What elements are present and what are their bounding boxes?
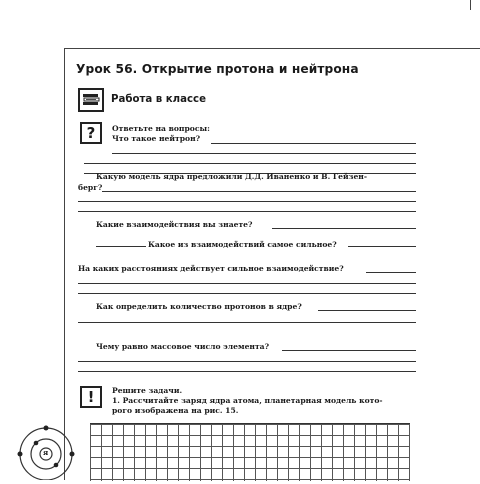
page-border-corner	[470, 0, 471, 10]
answer-line[interactable]	[78, 322, 416, 323]
answer-line[interactable]	[78, 293, 416, 294]
question-1: Что такое нейтрон?	[112, 134, 201, 143]
answer-line[interactable]	[78, 361, 416, 362]
answer-line[interactable]	[348, 246, 416, 247]
question-6: Как определить количество протонов в ядре?	[96, 302, 302, 311]
answer-grid[interactable]	[90, 423, 410, 481]
lesson-title: Урок 56. Открытие протона и нейтрона	[76, 62, 359, 76]
questions-intro: Ответьте на вопросы:	[112, 124, 210, 133]
tasks-intro: Решите задачи.	[112, 386, 183, 395]
answer-line[interactable]	[78, 371, 416, 372]
answer-line[interactable]	[366, 272, 416, 273]
question-mark-icon: ?	[80, 122, 102, 144]
page-border-left	[64, 48, 65, 480]
question-7: Чему равно массовое число элемента?	[96, 342, 270, 351]
page-border-top	[64, 48, 480, 49]
answer-line[interactable]	[78, 211, 416, 212]
nucleus-label: я	[43, 448, 49, 457]
answer-line[interactable]	[102, 191, 416, 192]
answer-line[interactable]	[112, 153, 416, 154]
answer-line[interactable]	[211, 143, 416, 144]
atom-model-figure	[14, 420, 78, 484]
worksheet-page	[76, 56, 416, 480]
answer-line[interactable]	[96, 246, 146, 247]
question-5: На каких расстояниях действует сильное взаимодействие?	[78, 264, 344, 273]
question-4: Какое из взаимодействий самое сильное?	[148, 240, 337, 249]
question-3: Какие взаимодействия вы знаете?	[96, 220, 253, 229]
exclamation-mark-icon: !	[80, 386, 102, 408]
task-1-line-1: 1. Рассчитайте заряд ядра атома, планетарная модель кото-	[112, 396, 383, 405]
answer-line[interactable]	[84, 163, 416, 164]
question-2-line-1: Какую модель ядра предложили Д.Д. Иваненко и В. Гейзен-	[96, 172, 367, 181]
answer-line[interactable]	[78, 283, 416, 284]
section-title: Работа в классе	[111, 94, 207, 105]
task-1-line-2: рого изображена на рис. 15.	[112, 406, 239, 415]
answer-line[interactable]	[282, 350, 416, 351]
answer-line[interactable]	[78, 201, 416, 202]
question-2-line-2: берг?	[78, 183, 103, 192]
books-icon	[78, 88, 104, 112]
answer-line[interactable]	[272, 228, 416, 229]
answer-line[interactable]	[318, 310, 416, 311]
